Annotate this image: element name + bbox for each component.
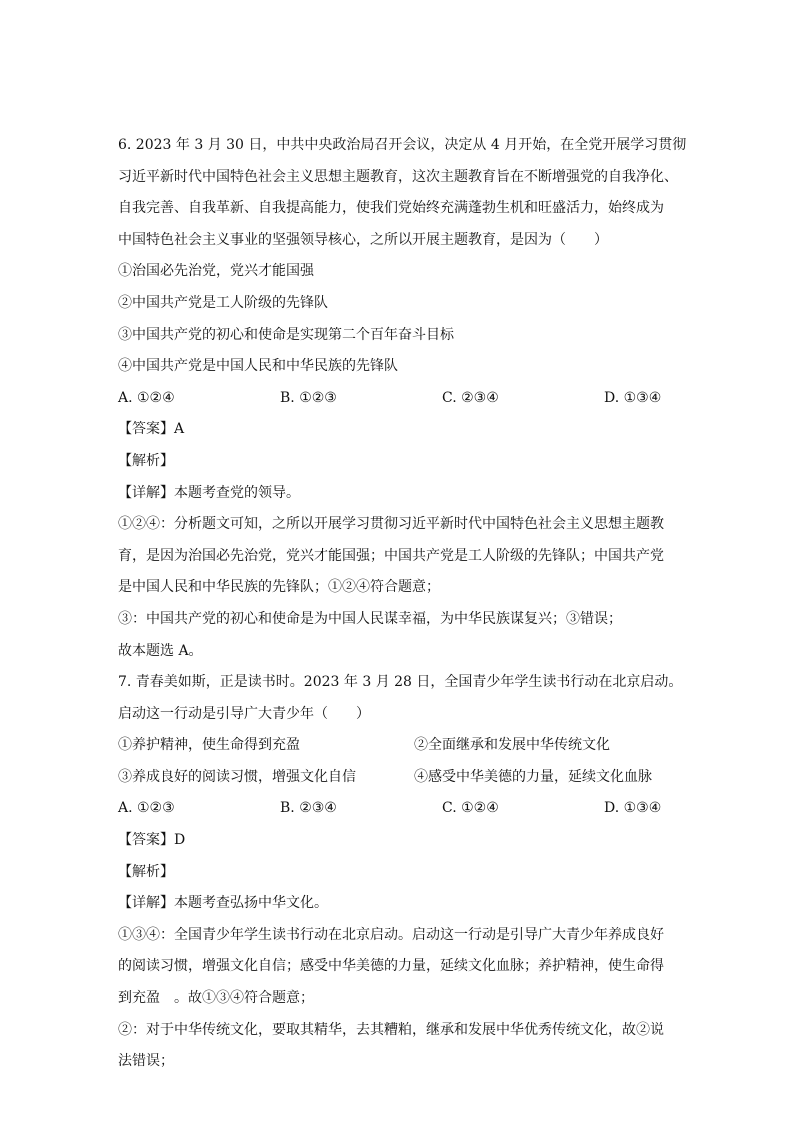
question-stem-line: 自我完善、自我革新、自我提高能力，使我们党始终充满蓬勃生机和旺盛活力，始终成为 [118, 200, 664, 217]
statement-4: ④中国共产党是中国人民和中华民族的先锋队 [118, 358, 398, 375]
choice-a: A. ①②④ [118, 389, 175, 406]
statement-4: ④感受中华美德的力量，延续文化血脉 [414, 768, 652, 785]
statement-row [118, 730, 678, 762]
choice-b: B. ②③④ [280, 800, 337, 817]
question-stem-line: 中国特色社会主义事业的坚强领导核心，之所以开展主题教育，是因为（ ） [118, 231, 608, 248]
answer: 【答案】D [118, 832, 186, 849]
detail-line: 【详解】本题考查党的领导。 [118, 484, 300, 501]
statement-2: ②中国共产党是工人阶级的先锋队 [118, 294, 328, 311]
detail-line: 到充盈 。故①③④符合题意； [118, 990, 314, 1007]
question-7 [118, 667, 683, 1078]
statement-3: ③中国共产党的初心和使命是实现第二个百年奋斗目标 [118, 326, 454, 343]
choice-b: B. ①②③ [280, 389, 337, 406]
choice-c: C. ②③④ [442, 389, 499, 406]
choice-d: D. ①③④ [604, 800, 662, 817]
detail-line: ①③④：全国青少年学生读书行动在北京启动。启动这一行动是引导广大青少年养成良好 [118, 926, 664, 943]
statement-1: ①养护精神，使生命得到充盈 [118, 737, 300, 754]
answer: 【答案】A [118, 421, 185, 438]
detail-line: 法错误； [118, 1053, 174, 1070]
detail-line: ③：中国共产党的初心和使命是为中国人民谋幸福，为中华民族谋复兴；③错误； [118, 610, 622, 627]
analysis-label: 【解析】 [118, 452, 174, 469]
statement-1: ①治国必先治党，党兴才能国强 [118, 263, 314, 280]
choice-row [118, 383, 678, 415]
question-stem-line: 6. 2023 年 3 月 30 日，中共中央政治局召开会议，决定从 4 月开始，在全党开展学习贯彻 [118, 137, 687, 153]
analysis-label: 【解析】 [118, 863, 174, 880]
detail-line: ②：对于中华传统文化，要取其精华，去其糟粕，继承和发展中华优秀传统文化，故②说 [118, 1021, 664, 1038]
detail-line: 故本题选 A。 [118, 642, 203, 659]
choice-a: A. ①②③ [118, 800, 175, 817]
question-stem-line: 启动这一行动是引导广大青少年（ ） [118, 705, 370, 722]
choice-row [118, 793, 678, 825]
detail-line: 育，是因为治国必先治党，党兴才能国强；中国共产党是工人阶级的先锋队；中国共产党 [118, 547, 664, 564]
detail-line: 是中国人民和中华民族的先锋队；①②④符合题意； [118, 579, 440, 596]
statement-row [118, 762, 678, 794]
choice-d: D. ①③④ [604, 389, 662, 406]
choice-c: C. ①②④ [442, 800, 499, 817]
detail-line: 【详解】本题考查弘扬中华文化。 [118, 895, 328, 912]
detail-line: ①②④：分析题文可知，之所以开展学习贯彻习近平新时代中国特色社会主义思想主题教 [118, 516, 664, 533]
exam-page [118, 130, 687, 1078]
statement-3: ③养成良好的阅读习惯，增强文化自信 [118, 768, 356, 785]
question-stem-line: 7. 青春美如斯，正是读书时。2023 年 3 月 28 日，全国青少年学生读书行动在北京启动。 [118, 674, 683, 691]
statement-2: ②全面继承和发展中华传统文化 [414, 737, 610, 754]
question-6 [118, 130, 687, 667]
detail-line: 的阅读习惯，增强文化自信；感受中华美德的力量，延续文化血脉；养护精神，使生命得 [118, 958, 664, 975]
question-stem-line: 习近平新时代中国特色社会主义思想主题教育，这次主题教育旨在不断增强党的自我净化、 [118, 168, 678, 185]
